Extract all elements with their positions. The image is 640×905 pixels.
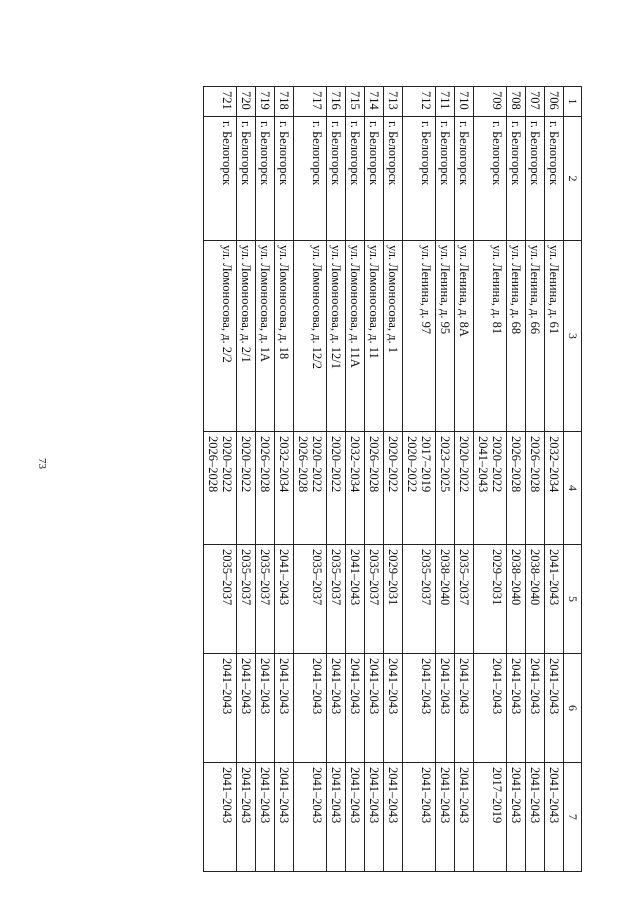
period-col5-cell: 2041–2043 [545, 545, 564, 654]
rotated-table-wrapper [203, 86, 582, 871]
row-number-cell: 719 [256, 87, 275, 117]
header-row [564, 87, 582, 872]
period-col5-cell: 2038–2040 [436, 545, 455, 654]
table-row [455, 87, 474, 872]
city-cell: г. Белогорск [256, 117, 275, 241]
city-cell: г. Белогорск [507, 117, 526, 241]
city-cell: г. Белогорск [294, 117, 327, 241]
period-col6-cell: 2041–2043 [526, 654, 545, 763]
address-cell: ул. Ломоносова, д. 2/1 [237, 241, 256, 432]
period-line: 2026–2028 [206, 436, 220, 493]
period-col7-cell: 2041–2043 [403, 763, 436, 872]
city-cell: г. Белогорск [526, 117, 545, 241]
city-cell: г. Белогорск [474, 117, 507, 241]
period-col6-cell: 2041–2043 [455, 654, 474, 763]
city-cell: г. Белогорск [275, 117, 294, 241]
period-col5-cell: 2035–2037 [294, 545, 327, 654]
period-col5-cell: 2035–2037 [365, 545, 384, 654]
page-number: 73 [36, 458, 48, 469]
period-col6-cell: 2041–2043 [474, 654, 507, 763]
period-col7-cell: 2041–2043 [384, 763, 403, 872]
period-col4-cell [507, 432, 526, 545]
header-cell: 1 [564, 87, 582, 117]
period-line: 2020–2022 [405, 436, 419, 493]
row-number-cell: 712 [403, 87, 436, 117]
address-cell: ул. Ломоносова, д. 12/1 [327, 241, 346, 432]
period-col5-cell: 2029–2031 [474, 545, 507, 654]
period-col7-cell: 2041–2043 [204, 763, 237, 872]
period-col4-cell [526, 432, 545, 545]
row-number-cell: 716 [327, 87, 346, 117]
period-col7-cell: 2041–2043 [256, 763, 275, 872]
period-col5-cell: 2035–2037 [237, 545, 256, 654]
city-cell: г. Белогорск [204, 117, 237, 241]
row-number-cell: 713 [384, 87, 403, 117]
period-col4-cell [455, 432, 474, 545]
period-col7-cell: 2041–2043 [294, 763, 327, 872]
address-cell: ул. Ленина, д. 8А [455, 241, 474, 432]
row-number-cell: 715 [346, 87, 365, 117]
address-cell: ул. Ленина, д. 68 [507, 241, 526, 432]
period-col4-cell [294, 432, 327, 545]
period-line: 2020–2022 [329, 436, 343, 493]
table-row [436, 87, 455, 872]
period-col7-cell: 2041–2043 [436, 763, 455, 872]
address-cell: ул. Ломоносова, д. 1А [256, 241, 275, 432]
city-cell: г. Белогорск [545, 117, 564, 241]
address-cell: ул. Ленина, д. 81 [474, 241, 507, 432]
city-cell: г. Белогорск [455, 117, 474, 241]
period-line: 2020–2022 [386, 436, 400, 493]
row-number-cell: 711 [436, 87, 455, 117]
table-row [275, 87, 294, 872]
city-cell: г. Белогорск [403, 117, 436, 241]
period-col4-cell [403, 432, 436, 545]
table-row [384, 87, 403, 872]
row-number-cell: 710 [455, 87, 474, 117]
period-col5-cell: 2029–2031 [384, 545, 403, 654]
period-col6-cell: 2041–2043 [275, 654, 294, 763]
period-line: 2017–2019 [419, 436, 433, 493]
period-col4-cell [346, 432, 365, 545]
table-row [294, 87, 327, 872]
period-col4-cell [237, 432, 256, 545]
header-cell: 5 [564, 545, 582, 654]
row-number-cell: 721 [204, 87, 237, 117]
period-col5-cell: 2041–2043 [346, 545, 365, 654]
period-col6-cell: 2041–2043 [237, 654, 256, 763]
table-row [204, 87, 237, 872]
row-number-cell: 720 [237, 87, 256, 117]
address-cell: ул. Ломоносова, д. 11А [346, 241, 365, 432]
period-line: 2020–2022 [490, 436, 504, 493]
period-col4-cell [256, 432, 275, 545]
header-cell: 2 [564, 117, 582, 241]
header-cell: 3 [564, 241, 582, 432]
period-col6-cell: 2041–2043 [507, 654, 526, 763]
period-line: 2020–2022 [220, 436, 234, 493]
row-number-cell: 709 [474, 87, 507, 117]
period-col5-cell: 2035–2037 [327, 545, 346, 654]
period-col5-cell: 2038–2040 [526, 545, 545, 654]
table-row [237, 87, 256, 872]
period-col4-cell [545, 432, 564, 545]
row-number-cell: 706 [545, 87, 564, 117]
period-col7-cell: 2041–2043 [545, 763, 564, 872]
period-col6-cell: 2041–2043 [384, 654, 403, 763]
period-col5-cell: 2035–2037 [256, 545, 275, 654]
period-line: 2026–2028 [509, 436, 523, 493]
table-row [403, 87, 436, 872]
period-line: 2032–2034 [277, 436, 291, 493]
period-col4-cell [384, 432, 403, 545]
period-col7-cell: 2017–2019 [474, 763, 507, 872]
table-row [507, 87, 526, 872]
header-cell: 7 [564, 763, 582, 872]
period-col6-cell: 2041–2043 [545, 654, 564, 763]
period-col7-cell: 2041–2043 [455, 763, 474, 872]
address-cell: ул. Ломоносова, д. 2/2 [204, 241, 237, 432]
period-col4-cell [436, 432, 455, 545]
period-line: 2026–2028 [258, 436, 272, 493]
period-col4-cell [327, 432, 346, 545]
address-cell: ул. Ломоносова, д. 1 [384, 241, 403, 432]
period-line: 2041–2043 [476, 436, 490, 493]
row-number-cell: 718 [275, 87, 294, 117]
header-cell: 6 [564, 654, 582, 763]
row-number-cell: 714 [365, 87, 384, 117]
address-cell: ул. Ломоносова, д. 11 [365, 241, 384, 432]
period-col7-cell: 2041–2043 [526, 763, 545, 872]
period-col6-cell: 2041–2043 [346, 654, 365, 763]
period-col6-cell: 2041–2043 [256, 654, 275, 763]
period-col6-cell: 2041–2043 [294, 654, 327, 763]
address-cell: ул. Ленина, д. 61 [545, 241, 564, 432]
period-col7-cell: 2041–2043 [507, 763, 526, 872]
period-line: 2026–2028 [296, 436, 310, 493]
period-line: 2026–2028 [367, 436, 381, 493]
table-row [256, 87, 275, 872]
address-cell: ул. Ленина, д. 97 [403, 241, 436, 432]
period-col4-cell [204, 432, 237, 545]
period-col6-cell: 2041–2043 [436, 654, 455, 763]
period-col7-cell: 2041–2043 [327, 763, 346, 872]
period-line: 2020–2022 [239, 436, 253, 493]
header-cell: 4 [564, 432, 582, 545]
period-col5-cell: 2035–2037 [403, 545, 436, 654]
period-col4-cell [275, 432, 294, 545]
period-col5-cell: 2035–2037 [204, 545, 237, 654]
address-cell: ул. Ленина, д. 95 [436, 241, 455, 432]
period-col6-cell: 2041–2043 [403, 654, 436, 763]
period-col5-cell: 2035–2037 [455, 545, 474, 654]
period-line: 2020–2022 [457, 436, 471, 493]
address-cell: ул. Ленина, д. 66 [526, 241, 545, 432]
row-number-cell: 717 [294, 87, 327, 117]
table-body [204, 87, 582, 872]
period-line: 2026–2028 [528, 436, 542, 493]
period-col4-cell [474, 432, 507, 545]
city-cell: г. Белогорск [346, 117, 365, 241]
table-row [346, 87, 365, 872]
address-cell: ул. Ломоносова, д. 18 [275, 241, 294, 432]
period-col5-cell: 2038–2040 [507, 545, 526, 654]
city-cell: г. Белогорск [365, 117, 384, 241]
table-row [327, 87, 346, 872]
period-col6-cell: 2041–2043 [204, 654, 237, 763]
table-row [365, 87, 384, 872]
table-row [545, 87, 564, 872]
address-cell: ул. Ломоносова, д. 12/2 [294, 241, 327, 432]
schedule-table [203, 86, 582, 872]
row-number-cell: 708 [507, 87, 526, 117]
table-row [474, 87, 507, 872]
period-line: 2032–2034 [547, 436, 561, 493]
period-col4-cell [365, 432, 384, 545]
period-col7-cell: 2041–2043 [365, 763, 384, 872]
row-number-cell: 707 [526, 87, 545, 117]
period-line: 2020–2022 [310, 436, 324, 493]
table-row [526, 87, 545, 872]
period-col7-cell: 2041–2043 [237, 763, 256, 872]
period-line: 2023–2025 [438, 436, 452, 493]
city-cell: г. Белогорск [237, 117, 256, 241]
period-col6-cell: 2041–2043 [327, 654, 346, 763]
period-col7-cell: 2041–2043 [346, 763, 365, 872]
period-line: 2032–2034 [348, 436, 362, 493]
city-cell: г. Белогорск [436, 117, 455, 241]
city-cell: г. Белогорск [327, 117, 346, 241]
city-cell: г. Белогорск [384, 117, 403, 241]
period-col7-cell: 2041–2043 [275, 763, 294, 872]
period-col5-cell: 2041–2043 [275, 545, 294, 654]
period-col6-cell: 2041–2043 [365, 654, 384, 763]
